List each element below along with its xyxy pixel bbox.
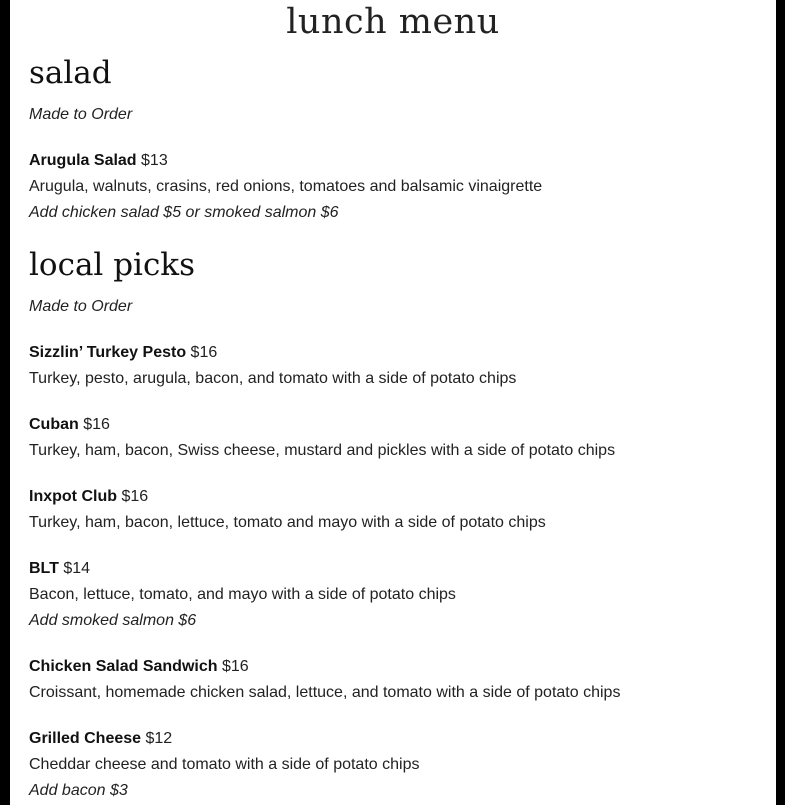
item-description: Turkey, ham, bacon, lettuce, tomato and mayo with a side of potato chips <box>29 514 546 531</box>
section-salad <box>29 50 769 226</box>
item-name: Arugula Salad <box>29 152 137 169</box>
item-description: Bacon, lettuce, tomato, and mayo with a side of potato chips <box>29 586 456 603</box>
menu-item-cuban <box>29 412 769 464</box>
section-note: Made to Order <box>29 106 133 123</box>
menu-item-grilled-cheese <box>29 726 769 804</box>
section-heading: salad <box>29 55 112 91</box>
menu-item-chicken-salad-sandwich <box>29 654 769 706</box>
section-note: Made to Order <box>29 298 133 315</box>
item-title-line <box>29 340 769 366</box>
item-title-line <box>29 726 769 752</box>
section-heading: local picks <box>29 247 196 283</box>
item-addon: Add smoked salmon $6 <box>29 612 197 629</box>
item-price: $16 <box>121 488 149 505</box>
item-description: Turkey, pesto, arugula, bacon, and tomato with a side of potato chips <box>29 370 517 387</box>
item-name: Sizzlin’ Turkey Pesto <box>29 344 187 361</box>
item-addon: Add chicken salad $5 or smoked salmon $6 <box>29 204 339 221</box>
item-description: Turkey, ham, bacon, Swiss cheese, mustard and pickles with a side of potato chips <box>29 442 616 459</box>
menu-page <box>10 0 776 805</box>
menu-item-sizzlin-turkey-pesto <box>29 340 769 392</box>
item-price: $13 <box>141 152 168 169</box>
item-description: Cheddar cheese and tomato with a side of potato chips <box>29 756 420 773</box>
item-description: Arugula, walnuts, crasins, red onions, tomatoes and balsamic vinaigrette <box>29 178 543 195</box>
item-title-line <box>29 148 769 174</box>
item-name: Chicken Salad Sandwich <box>29 658 218 675</box>
item-price: $16 <box>190 344 218 361</box>
item-description: Croissant, homemade chicken salad, lettuce, and tomato with a side of potato chips <box>29 684 621 701</box>
item-name: Inxpot Club <box>29 488 117 505</box>
item-price: $14 <box>63 560 91 577</box>
section-local-picks <box>29 242 769 804</box>
item-title-line <box>29 556 769 582</box>
item-name: BLT <box>29 560 59 577</box>
item-price: $16 <box>221 658 249 675</box>
item-title-line <box>29 654 769 680</box>
menu-item-arugula-salad <box>29 148 769 226</box>
menu-content <box>29 50 769 805</box>
item-title-line <box>29 412 769 438</box>
item-name: Grilled Cheese <box>29 730 142 747</box>
menu-item-inxpot-club <box>29 484 769 536</box>
item-addon: Add bacon $3 <box>29 782 128 799</box>
item-price: $12 <box>145 730 173 747</box>
menu-item-blt <box>29 556 769 634</box>
item-price: $16 <box>83 416 110 433</box>
item-title-line <box>29 484 769 510</box>
item-name: Cuban <box>29 416 79 433</box>
page-title: lunch menu <box>286 2 500 42</box>
